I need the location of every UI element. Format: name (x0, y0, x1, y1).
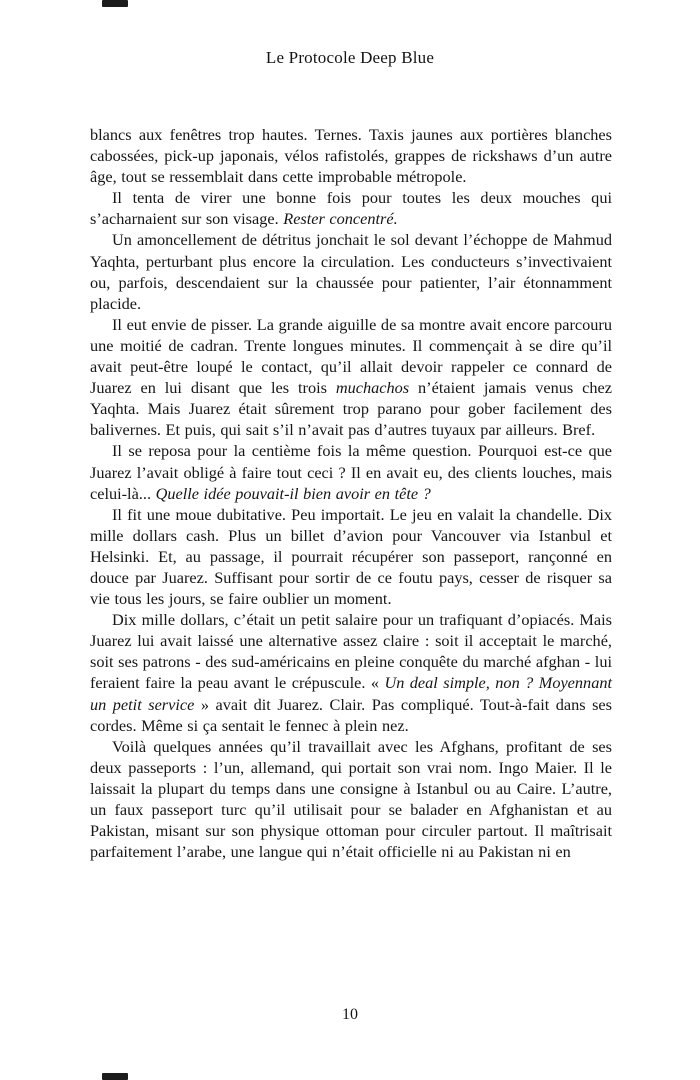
paragraph (90, 504, 612, 609)
text-run: Il tenta de virer une bonne fois pour toutes les deux mouches qui s’acharnaient sur son visage. (90, 188, 612, 229)
paragraph (90, 187, 612, 229)
running-header: Le Protocole Deep Blue (265, 48, 435, 67)
text-run-italic: Un deal simple, non ? Moyennant un petit service (90, 673, 612, 714)
page-body (90, 124, 612, 862)
page-number: 10 (342, 1006, 358, 1023)
scan-artifact-bottom (102, 1073, 128, 1080)
text-run: Dix mille dollars, c’était un petit salaire pour un trafiquant d’opiacés. Mais Juarez lui avait laissé une alternative assez claire : soit il acceptait le marché, soit ses patrons - des sud-américains en pleine conquête du marché afghan - lui feraient faire la peau avant le crépuscule. « (90, 610, 612, 693)
paragraph (90, 440, 612, 503)
paragraph (90, 229, 612, 313)
text-run-italic: muchachos (335, 378, 410, 398)
text-run-italic: Rester concentré. (283, 209, 398, 229)
text-run: Il fit une moue dubitative. Peu importait. Le jeu en valait la chandelle. Dix mille dollars cash. Plus un billet d’avion pour Vancouver via Istanbul et Helsinki. Et, au passage, il pourrait récupérer son passeport, rançonné en douce par Juarez. Suffisant pour sortir de ce foutu pays, cesser de risquer sa vie tous les jours, se faire oublier un moment. (90, 504, 612, 609)
text-run: Il se reposa pour la centième fois la même question. Pourquoi est-ce que Juarez l’avait obligé à faire tout ceci ? Il en avait eu, des clients louches, mais celui-là... (90, 441, 612, 503)
text-run: blancs aux fenêtres trop hautes. Ternes. Taxis jaunes aux portières blanches cabossées, pick-up japonais, vélos rafistolés, grappes de rickshaws d’un autre âge, tout se ressemblait dans cette improbable métropole. (90, 125, 612, 187)
text-run: Voilà quelques années qu’il travaillait avec les Afghans, profitant de ses deux passeports : l’un, allemand, qui portait son vrai nom. Ingo Maier. Il le laissait la plupart du temps dans une consigne à Istanbul ou au Caire. L’autre, un faux passeport turc qu’il utilisait pour se balader en Afghanistan et au Pakistan, misant sur son physique ottoman pour circuler partout. Il maîtrisait parfaitement l’arabe, une langue qui n’était officielle ni au Pakistan ni en (90, 736, 612, 862)
text-run: » avait dit Juarez. Clair. Pas compliqué. Tout-à-fait dans ses cordes. Même si ça sentait le fennec à plein nez. (90, 694, 612, 735)
scan-artifact-top (102, 0, 128, 7)
text-run-italic: Quelle idée pouvait-il bien avoir en tête ? (155, 483, 431, 503)
text-run: n’étaient jamais venus chez Yaqhta. Mais Juarez était sûrement trop parano pour gober facilement des balivernes. Et puis, qui sait s’il n’avait pas d’autres tuyaux par ailleurs. Bref. (90, 378, 612, 440)
text-run: Il eut envie de pisser. La grande aiguille de sa montre avait encore parcouru une moitié de cadran. Trente longues minutes. Il commençait à se dire qu’il avait peut-être loupé le contact, qu’il allait devoir rappeler ce connard de Juarez en lui disant que les trois (90, 314, 612, 398)
text-run: Un amoncellement de détritus jonchait le sol devant l’échoppe de Mahmud Yaqhta, perturbant plus encore la circulation. Les conducteurs s’invectivaient ou, parfois, descendaient sur la chaussée pour patienter, l’air étonnamment placide. (90, 230, 612, 313)
paragraph (90, 314, 612, 441)
paragraph (90, 609, 612, 736)
paragraph (90, 736, 612, 863)
paragraph (90, 124, 612, 187)
